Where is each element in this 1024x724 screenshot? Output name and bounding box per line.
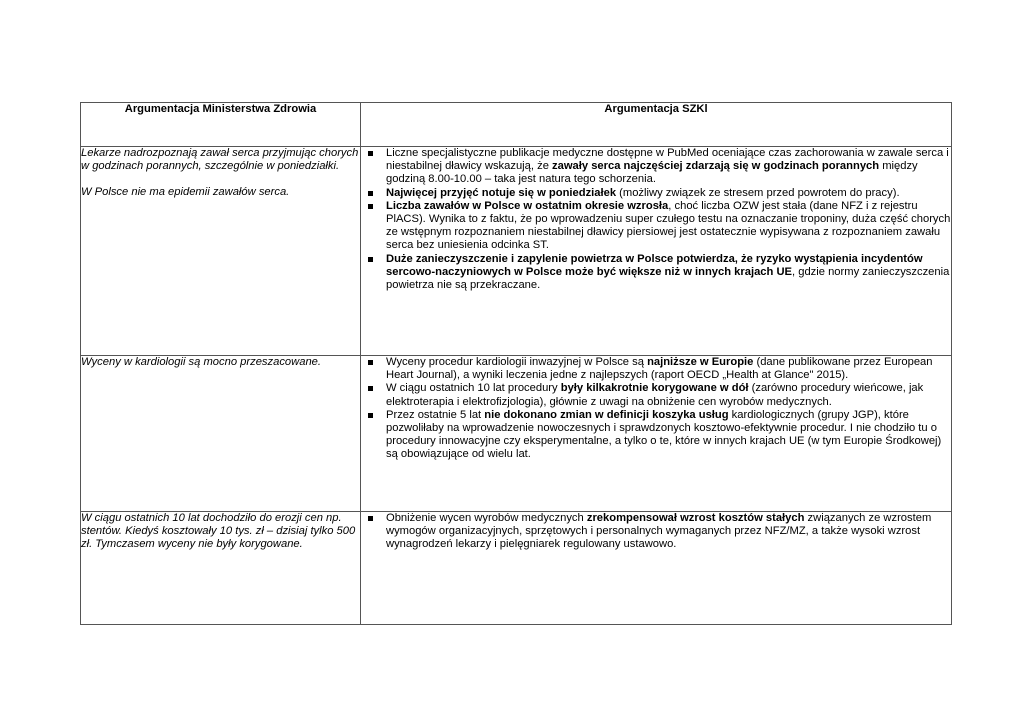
bullet-text: Liczne specjalistyczne publikacje medyczne dostępne w PubMed oceniające czas zachorowania w zawale serca i niestabilnej dławicy wskazują, że: [386, 147, 949, 173]
bullet-text: kardiologicznych (grupy JGP), które pozwoliłaby na wprowadzenie nowoczesnych i sprawdzonych kosztowo-efektywnie procedur. I nie chodziło tu o procedury innowacyjne czy eksperymentalne, a tylko o te, które w innych krajach UE (w tym Europie Środkowej) są obowiązujące od wielu lat.: [386, 408, 942, 461]
ministry-argument-text: Wyceny w kardiologii są mocno przeszacowane.: [81, 356, 322, 368]
bullet-text-bold: zrekompensował wzrost kosztów stałych: [586, 512, 805, 524]
ministry-argument-text: Lekarze nadrozpoznają zawał serca przyjmując chorych w godzinach porannych, szczególnie w poniedziałki.: [81, 147, 359, 173]
square-bullet-icon: [368, 191, 373, 196]
square-bullet-icon: [368, 204, 373, 209]
bullet-text-bold: Najwięcej przyjęć notuje się w poniedziałek: [386, 186, 617, 199]
table-header-row: [81, 103, 952, 147]
bullet-text-bold: zawały serca najczęściej zdarzają się w godzinach porannych: [552, 160, 880, 173]
bullet-item: [361, 147, 951, 187]
ministry-argument-text: W Polsce nie ma epidemii zawałów serca.: [81, 186, 290, 199]
szkl-argument-cell: [361, 356, 952, 512]
ministry-argument-cell: [81, 356, 361, 512]
square-bullet-icon: [368, 257, 373, 262]
bullet-text-bold: Duże zanieczyszczenie i zapylenie powietrza w Polsce potwierdza, że ryzyko wystąpienia incydentów sercowo-naczyniowych w Polsce może być większe niż w innych krajach UE: [386, 252, 923, 278]
bullet-text: , gdzie normy zanieczyszczenia powietrza nie są przekraczane.: [386, 265, 950, 292]
header-ministry: Argumentacja Ministerstwa Zdrowia: [81, 103, 361, 147]
szkl-bullet-list: [361, 147, 951, 292]
bullet-item: [361, 356, 951, 382]
square-bullet-icon: [368, 151, 373, 156]
ministry-argument-cell: [81, 512, 361, 625]
ministry-argument-text: W ciągu ostatnich 10 lat dochodziło do erozji cen np. stentów. Kiedyś kosztowały 10 tys. zł – dzisiaj tylko 500 zł. Tymczasem wyceny nie były korygowane.: [81, 512, 356, 551]
square-bullet-icon: [368, 386, 373, 391]
bullet-item: [361, 382, 951, 408]
arguments-table: [80, 102, 952, 625]
szkl-argument-cell: [361, 512, 952, 625]
bullet-text: (dane publikowane przez European Heart Journal), a wyniki leczenia jedne z najlepszych (raport OECD „Health at Glance" 2015).: [386, 356, 933, 382]
bullet-text-bold: nie dokonano zmian w definicji koszyka usług: [484, 408, 729, 421]
bullet-text: Obniżenie wycen wyrobów medycznych: [386, 512, 587, 524]
bullet-item: [361, 200, 951, 253]
szkl-argument-cell: [361, 147, 952, 356]
header-szkl: Argumentacja SZKl: [361, 103, 952, 147]
ministry-argument-cell: [81, 147, 361, 356]
square-bullet-icon: [368, 360, 373, 365]
table-row: [81, 512, 952, 625]
bullet-item: [361, 187, 951, 200]
bullet-text: , choć liczba OZW jest stała (dane NFZ i z rejestru PlACS). Wynika to z faktu, że po wprowadzeniu super czułego testu na oznaczanie troponiny, duża część chorych ze wstępnym rozpoznaniem niestabilnej dławicy piersiowej jest ostatecznie wypisywana z rozpoznaniem zawału serca bez uniesienia odcinka ST.: [386, 199, 951, 252]
szkl-bullet-list: [361, 512, 951, 552]
bullet-text: (możliwy związek ze stresem przed powrotem do pracy).: [616, 186, 900, 199]
bullet-text: (zarówno procedury wieńcowe, jak elektroterapia i elektrofizjologia), głównie z uwagi na obniżenie cen wyrobów medycznych.: [386, 382, 924, 408]
bullet-text-bold: Liczba zawałów w Polsce w ostatnim okresie wzrosła: [386, 199, 669, 212]
bullet-item: [361, 409, 951, 462]
square-bullet-icon: [368, 413, 373, 418]
szkl-bullet-list: [361, 356, 951, 462]
bullet-text-bold: najniższe w Europie: [647, 356, 754, 368]
square-bullet-icon: [368, 516, 373, 521]
bullet-text: związanych ze wzrostem wymogów organizacyjnych, sprzętowych i personalnych wymaganych przez NFZ/MZ, a także wysoki wzrost wynagrodzeń lekarzy i pielęgniarek regulowany ustawowo.: [386, 512, 932, 551]
bullet-text: między godziną 8.00-10.00 – taka jest natura tego schorzenia.: [386, 160, 918, 186]
bullet-text: W ciągu ostatnich 10 lat procedury: [386, 382, 561, 395]
bullet-item: [361, 253, 951, 293]
table-row: [81, 147, 952, 356]
bullet-item: [361, 512, 951, 552]
bullet-text: Wyceny procedur kardiologii inwazyjnej w Polsce są: [386, 356, 648, 368]
bullet-text: Przez ostatnie 5 lat: [386, 408, 485, 421]
table-row: [81, 356, 952, 512]
bullet-text-bold: były kilkakrotnie korygowane w dół: [560, 382, 749, 395]
